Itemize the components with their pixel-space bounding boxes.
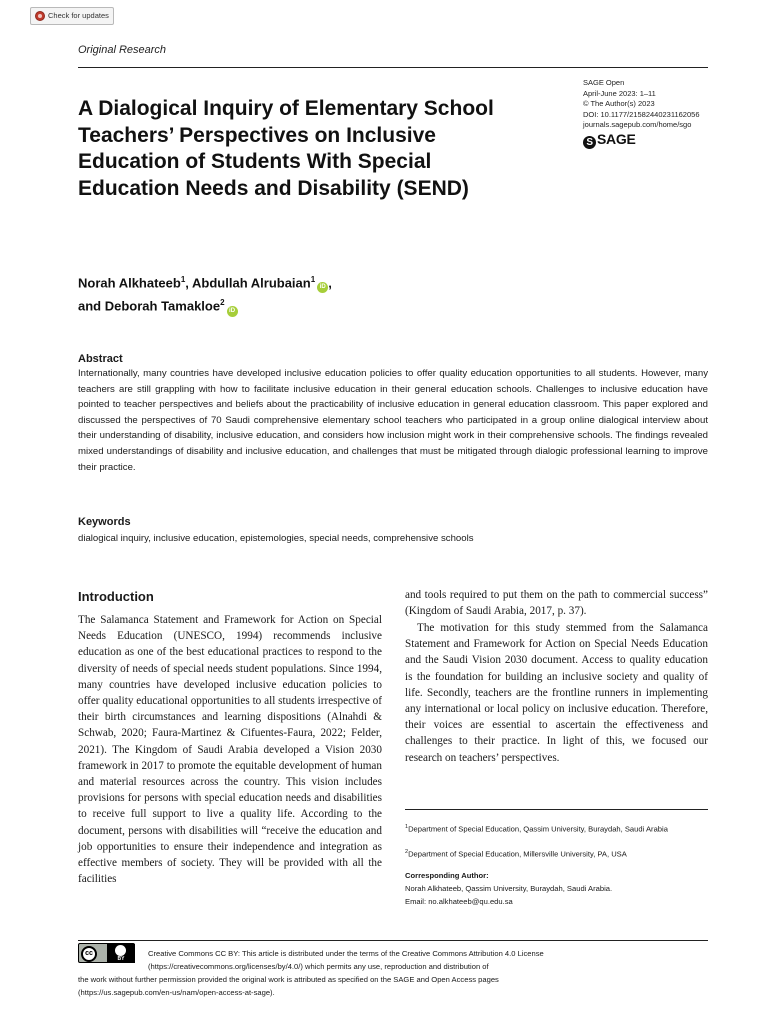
license-divider bbox=[78, 940, 708, 941]
author-name[interactable]: Abdullah Alrubaian bbox=[192, 275, 311, 291]
journal-metadata bbox=[583, 78, 733, 131]
author-list bbox=[78, 270, 478, 317]
check-updates-label: Check for updates bbox=[48, 11, 109, 20]
sage-logo-icon: S bbox=[583, 136, 596, 149]
footnote-divider bbox=[405, 809, 708, 810]
corresponding-author-heading: Corresponding Author: bbox=[405, 871, 489, 880]
by-label: BY bbox=[117, 956, 125, 962]
check-updates-icon bbox=[35, 11, 45, 21]
affiliation-1 bbox=[405, 821, 705, 836]
check-for-updates-button[interactable] bbox=[30, 7, 114, 25]
author-separator: , bbox=[328, 275, 332, 291]
author-name[interactable]: Deborah Tamakloe bbox=[104, 298, 221, 314]
journal-url[interactable]: journals.sagepub.com/home/sgo bbox=[583, 120, 692, 129]
abstract-text: Internationally, many countries have developed inclusive education policies to offer quality education opportunities to all students. However, many teachers are still grappling with how to facilitate inclusive education in their general education schools. Challenges to inclusive education have pointed to teacher perspectives and beliefs about the practicability of inclusive education in general education classroom. This paper explored and discussed the perspectives of 70 Saudi comprehensive elementary school teachers who participated in a group online dialogical interview about their understanding of disability, inclusive education, and considers how inclusion might work in their comprehensive schools. The findings revealed mixed understandings of disability and inclusive education, and challenges that must be mitigated through dialogic professional learning to improve their practice. bbox=[78, 368, 708, 473]
journal-copyright: © The Author(s) 2023 bbox=[583, 99, 655, 108]
attribution-icon bbox=[107, 944, 135, 963]
author-conjunction: and bbox=[78, 298, 105, 314]
section-type-label: Original Research bbox=[78, 44, 167, 56]
author-separator: , bbox=[185, 275, 193, 291]
creative-commons-icon: cc bbox=[81, 946, 97, 962]
affiliation-marker: 1 bbox=[405, 824, 409, 830]
header-divider bbox=[78, 67, 708, 68]
license-text-line[interactable]: (https://us.sagepub.com/en-us/nam/open-access-at-sage). bbox=[78, 988, 275, 997]
keywords-heading: Keywords bbox=[78, 516, 131, 528]
cc-by-license-badge[interactable] bbox=[78, 943, 135, 963]
affiliation-text: Department of Special Education, Millersville University, PA, USA bbox=[408, 849, 627, 859]
corresponding-author-email[interactable]: Email: no.alkhateeb@qu.edu.sa bbox=[405, 897, 513, 906]
introduction-right-column-paragraph: The motivation for this study stemmed from the Salamanca Statement and Framework for Action on Special Needs Education and the Saudi Vision 2030 document. Access to quality education is the foundation for building an inclusive society and quality of life. Secondly, teachers are the frontline runners in implementing any international or local policy on inclusive education. Therefore, their voices are essential to ascertain the effectiveness and challenges to their practice. In light of this, we focused our research on teachers’ perspectives. bbox=[405, 622, 708, 764]
affiliation-marker: 1 bbox=[180, 275, 186, 284]
person-icon bbox=[115, 945, 126, 956]
introduction-right-column-continuation: and tools required to put them on the path to commercial success” (Kingdom of Saudi Arabia, 2017, p. 37). bbox=[405, 589, 708, 618]
author-name[interactable]: Norah Alkhateeb bbox=[78, 275, 181, 291]
keywords-text: dialogical inquiry, inclusive education, epistemologies, special needs, comprehensive schools bbox=[78, 533, 474, 544]
journal-name: SAGE Open bbox=[583, 78, 625, 87]
orcid-icon[interactable]: iD bbox=[227, 306, 238, 317]
article-title: A Dialogical Inquiry of Elementary School Teachers’ Perspectives on Inclusive Education of Students With Special Education Needs and Disability (SEND) bbox=[78, 97, 494, 200]
license-text-line: Creative Commons CC BY: This article is distributed under the terms of the Creative Commons Attribution 4.0 License bbox=[148, 949, 544, 958]
abstract-heading: Abstract bbox=[78, 353, 123, 365]
affiliation-marker: 2 bbox=[220, 298, 225, 308]
journal-issue: April-June 2023: 1–11 bbox=[583, 88, 656, 98]
license-text-line: the work without further permission provided the original work is attributed as specified on the SAGE and Open Access pages bbox=[78, 975, 499, 984]
sage-logo-text: SAGE bbox=[597, 131, 636, 147]
orcid-icon[interactable]: iD bbox=[317, 282, 328, 293]
journal-doi[interactable]: DOI: 10.1177/21582440231162056 bbox=[583, 109, 700, 119]
affiliation-text: Department of Special Education, Qassim University, Buraydah, Saudi Arabia bbox=[408, 824, 668, 834]
affiliation-marker: 1 bbox=[310, 275, 316, 284]
affiliation-2 bbox=[405, 846, 705, 861]
affiliation-marker: 2 bbox=[405, 849, 409, 855]
corresponding-author-name: Norah Alkhateeb, Qassim University, Buraydah, Saudi Arabia. bbox=[405, 884, 613, 893]
introduction-left-column: The Salamanca Statement and Framework for Action on Special Needs Education (UNESCO, 1994) recommends inclusive education as one of the best educational practices to respond to the diversity of needs of special needs student populations. Since 1994, many countries have developed inclusive education policies to offer quality educational opportunities to all students irrespective of their birth circumstances and learning dispositions (Alnahdi & Schwab, 2020; Faura-Martinez & Cifuentes-Faura, 2022; Felder, 2021). The Kingdom of Saudi Arabia developed a Vision 2030 framework in 2017 to promote the equitable development of human and material resources across the country. This vision includes provisions for persons with special education needs and disabilities to receive full support to live a quality life. According to the document, persons with disabilities will “receive the education and job opportunities to ensure their independence and integration as effective members of society. They will be provided with all the facilities bbox=[78, 614, 382, 886]
sage-logo bbox=[583, 131, 635, 149]
license-text-line[interactable]: (https://creativecommons.org/licenses/by/4.0/) which permits any use, reproduction and distribution of bbox=[148, 962, 489, 971]
introduction-heading: Introduction bbox=[78, 589, 154, 604]
